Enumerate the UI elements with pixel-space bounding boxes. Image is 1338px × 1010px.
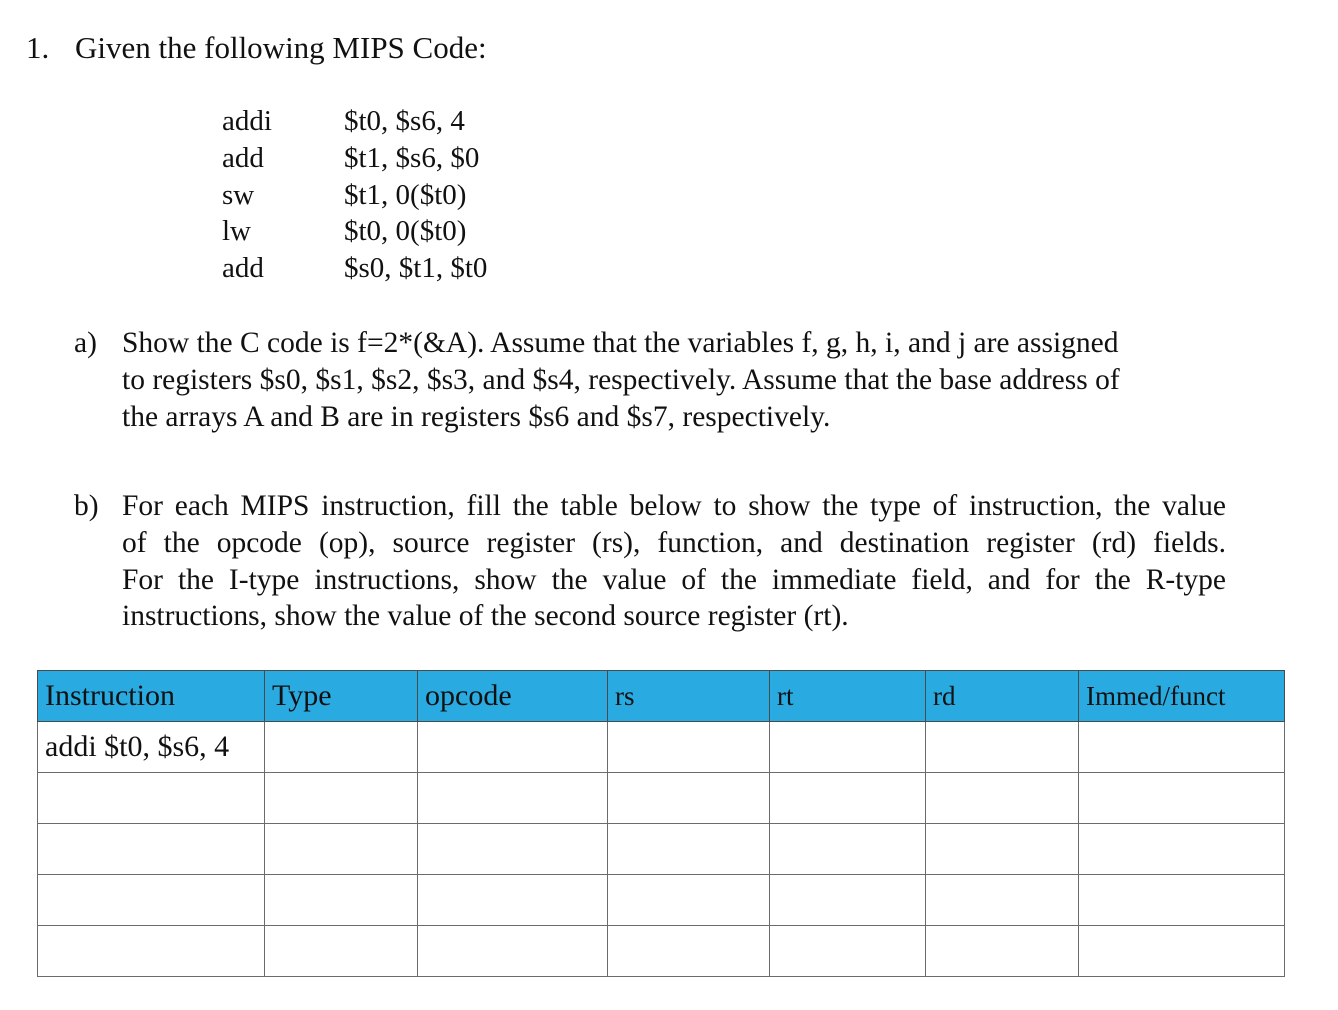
- table-cell[interactable]: [926, 773, 1079, 824]
- part-a-text: [122, 325, 1120, 435]
- code-opcode: add: [222, 141, 264, 174]
- table-cell[interactable]: [608, 926, 770, 977]
- code-operands: $t0, 0($t0): [344, 215, 467, 248]
- table-cell[interactable]: [608, 773, 770, 824]
- question-title: Given the following MIPS Code:: [75, 30, 487, 65]
- code-opcode: lw: [222, 215, 251, 248]
- header-rd: rd: [926, 671, 1079, 722]
- table-cell[interactable]: [265, 926, 418, 977]
- part-b-line: For the I-type instructions, show the value of the immediate field, and for the R-type: [122, 563, 1226, 596]
- table-cell[interactable]: [770, 773, 926, 824]
- code-operands: $t1, $s6, $0: [344, 141, 480, 174]
- table-cell[interactable]: [770, 926, 926, 977]
- code-opcode: add: [222, 252, 264, 285]
- table-cell[interactable]: [926, 722, 1079, 773]
- table-cell[interactable]: [1079, 773, 1285, 824]
- header-rs: rs: [608, 671, 770, 722]
- code-line: [222, 250, 487, 287]
- table-row: [38, 722, 1285, 773]
- code-operands: $t1, 0($t0): [344, 178, 467, 211]
- code-operands: $t0, $s6, 4: [344, 105, 465, 137]
- table-cell[interactable]: [608, 824, 770, 875]
- code-operands: $s0, $t1, $t0: [344, 252, 488, 285]
- table-cell[interactable]: [38, 926, 265, 977]
- part-a-line: to registers $s0, $s1, $s2, $s3, and $s4, respectively. Assume that the base address of: [122, 363, 1120, 396]
- code-line: [222, 140, 487, 177]
- table-cell[interactable]: [926, 926, 1079, 977]
- table-row: [38, 875, 1285, 926]
- part-b-line: For each MIPS instruction, fill the table below to show the type of instruction, the value: [122, 490, 1226, 522]
- part-b-label: b): [74, 490, 99, 522]
- table-cell[interactable]: [926, 824, 1079, 875]
- instruction-table: [37, 670, 1285, 977]
- table-cell[interactable]: [1079, 926, 1285, 977]
- header-rt: rt: [770, 671, 926, 722]
- table-cell[interactable]: [418, 722, 608, 773]
- question-number: 1.: [26, 30, 50, 65]
- table-cell[interactable]: [265, 773, 418, 824]
- table-row: [38, 926, 1285, 977]
- table-cell[interactable]: [418, 773, 608, 824]
- table-row: [38, 824, 1285, 875]
- table-cell[interactable]: [418, 875, 608, 926]
- table-cell[interactable]: [608, 722, 770, 773]
- part-a-line: Show the C code is f=2*(&A). Assume that the variables f, g, h, i, and j are assigned: [122, 327, 1119, 359]
- table-cell[interactable]: [38, 875, 265, 926]
- part-a-label: a): [74, 327, 97, 359]
- table-cell[interactable]: [770, 875, 926, 926]
- table-cell[interactable]: [38, 824, 265, 875]
- table-cell[interactable]: [418, 926, 608, 977]
- table-cell[interactable]: [770, 824, 926, 875]
- table-cell[interactable]: [38, 773, 265, 824]
- header-immed-funct: Immed/funct: [1079, 671, 1285, 722]
- mips-code-block: [222, 103, 487, 287]
- part-b-line: of the opcode (op), source register (rs), function, and destination register (rd) fields.: [122, 526, 1226, 559]
- code-line: [222, 177, 487, 214]
- table-cell[interactable]: addi $t0, $s6, 4: [38, 722, 265, 773]
- code-line: [222, 103, 487, 140]
- code-line: [222, 213, 487, 250]
- table-cell[interactable]: [265, 722, 418, 773]
- table-cell[interactable]: [1079, 875, 1285, 926]
- table-header-row: [38, 671, 1285, 722]
- table-cell[interactable]: [1079, 824, 1285, 875]
- table-row: [38, 773, 1285, 824]
- header-instruction: Instruction: [38, 671, 265, 722]
- header-type: Type: [265, 671, 418, 722]
- table-cell[interactable]: [608, 875, 770, 926]
- table-cell[interactable]: [418, 824, 608, 875]
- code-opcode: sw: [222, 178, 255, 211]
- part-b-line: instructions, show the value of the second source register (rt).: [122, 600, 849, 633]
- code-opcode: addi: [222, 105, 272, 137]
- table-cell[interactable]: [265, 824, 418, 875]
- part-a-line: the arrays A and B are in registers $s6 and $s7, respectively.: [122, 400, 831, 433]
- table-cell[interactable]: [926, 875, 1079, 926]
- table-cell[interactable]: [265, 875, 418, 926]
- table-cell[interactable]: [1079, 722, 1285, 773]
- header-opcode: opcode: [418, 671, 608, 722]
- table-cell[interactable]: [770, 722, 926, 773]
- part-b-text: [122, 488, 1226, 635]
